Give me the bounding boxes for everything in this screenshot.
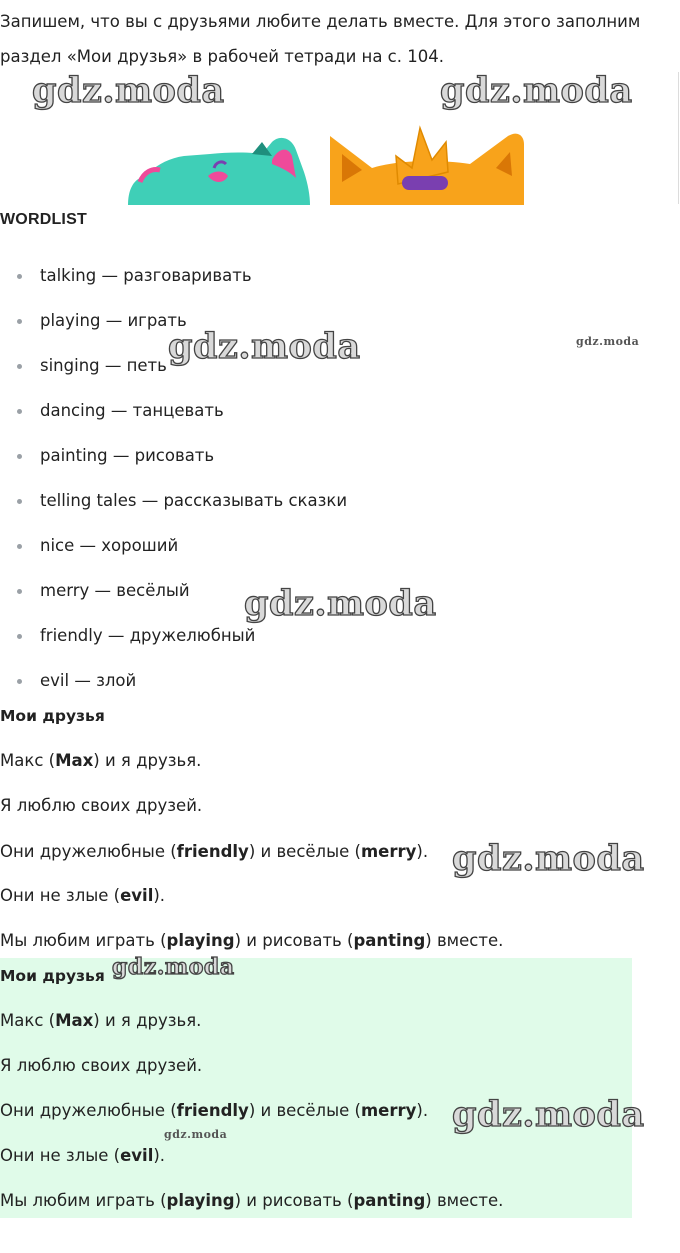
watermark: gdz.moda	[452, 838, 645, 879]
bullet-icon	[17, 679, 22, 684]
list-item: dancing — танцевать	[0, 390, 347, 435]
answer-line-2: Я люблю своих друзей.	[0, 1056, 203, 1075]
bullet-icon	[17, 364, 22, 369]
answer-line-3: Они дружелюбные (friendly) и весёлые (merry).	[0, 1101, 429, 1120]
answer-block	[0, 958, 632, 1218]
watermark: gdz.moda	[112, 954, 235, 980]
section-line-5: Мы любим играть (playing) и рисовать (panting) вместе.	[0, 931, 504, 950]
section-line-1: Макс (Max) и я друзья.	[0, 751, 202, 770]
watermark: gdz.moda	[440, 70, 633, 111]
list-item: talking — разговаривать	[0, 255, 347, 300]
list-item: painting — рисовать	[0, 435, 347, 480]
teal-cat-drawing	[128, 138, 310, 205]
list-item: friendly — дружелюбный	[0, 615, 347, 660]
section-line-2: Я люблю своих друзей.	[0, 796, 203, 815]
wordlist	[0, 255, 347, 705]
wordlist-heading: WORDLIST	[0, 211, 87, 228]
answer-line-1: Макс (Max) и я друзья.	[0, 1011, 202, 1030]
content-divider	[678, 72, 679, 204]
watermark: gdz.moda	[244, 583, 437, 624]
list-item: telling tales — рассказывать сказки	[0, 480, 347, 525]
list-item: singing — петь	[0, 345, 347, 390]
section-line-4: Они не злые (evil).	[0, 886, 166, 905]
bullet-icon	[17, 454, 22, 459]
answer-heading: Мои друзья	[0, 967, 105, 985]
section-heading: Мои друзья	[0, 707, 105, 725]
list-item: playing — играть	[0, 300, 347, 345]
section-line-3: Они дружелюбные (friendly) и весёлые (merry).	[0, 842, 429, 861]
bullet-icon	[17, 499, 22, 504]
watermark: gdz.moda	[164, 1128, 228, 1141]
bullet-icon	[17, 409, 22, 414]
list-item: evil — злой	[0, 660, 347, 705]
list-item: merry — весёлый	[0, 570, 347, 615]
watermark: gdz.moda	[576, 335, 640, 348]
list-item: nice — хороший	[0, 525, 347, 570]
watermark: gdz.moda	[168, 326, 361, 367]
bullet-icon	[17, 319, 22, 324]
intro-paragraph: Запишем, что вы с друзьями любите делать вместе. Для этого заполним раздел «Мои друзья» в рабочей тетради на с. 104.	[0, 12, 641, 66]
orange-cat-drawing	[330, 128, 524, 205]
bullet-icon	[17, 589, 22, 594]
answer-line-4: Они не злые (evil).	[0, 1146, 166, 1165]
bullet-icon	[17, 274, 22, 279]
watermark: gdz.moda	[452, 1094, 645, 1135]
answer-line-5: Мы любим играть (playing) и рисовать (panting) вместе.	[0, 1191, 504, 1210]
bullet-icon	[17, 634, 22, 639]
bullet-icon	[17, 544, 22, 549]
watermark: gdz.moda	[32, 70, 225, 111]
